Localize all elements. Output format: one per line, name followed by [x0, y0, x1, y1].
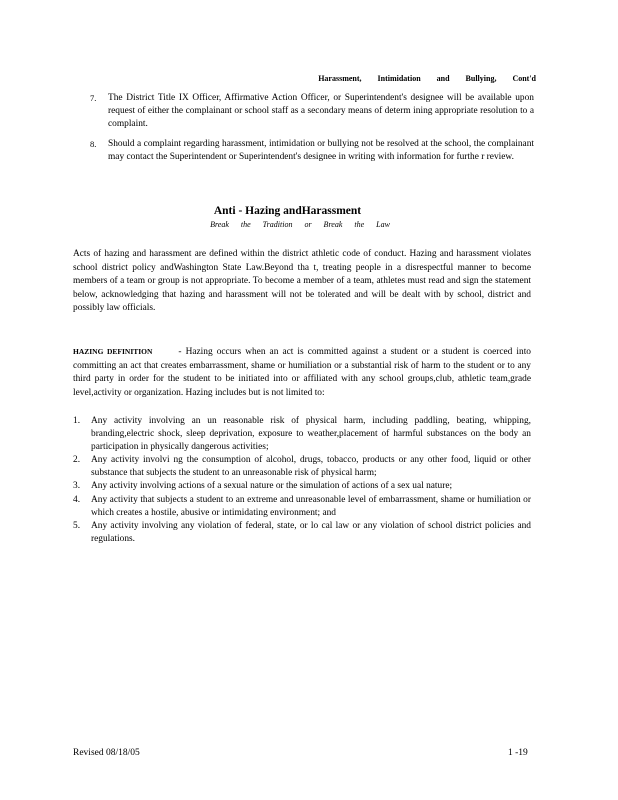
hazing-definition-paragraph	[73, 345, 531, 400]
revision-date: Revised 08/18/05	[73, 748, 140, 758]
list-item	[73, 494, 531, 520]
list-item-text: The District Title IX Officer, Affirmative Action Officer, or Superintendent's designee will be available upon request of either the complainant or school staff as a secondary means of determ ining appropriate resolution to a complaint.	[108, 93, 534, 129]
complaint-procedure-list	[90, 92, 534, 172]
list-item-number: 2.	[73, 455, 81, 466]
hazing-definition-text: - Hazing occurs when an act is committed against a student or a student is coerced into committing an act that creates embarrassment, shame or humiliation or a substantial risk of harm to the student or to any third party in order for the student to be initiated into or affiliated with any school groups,club, athletic team,grade level,activity or organization. Hazing includes but is not limited to:	[73, 347, 531, 398]
list-item	[73, 415, 531, 454]
section-subtitle: Break the Tradition or Break the Law	[210, 220, 390, 229]
list-item-number: 5.	[73, 520, 81, 531]
page-number: 1 -19	[508, 748, 528, 758]
running-header: Harassment, Intimidation and Bullying, Cont'd	[318, 74, 536, 83]
intro-paragraph: Acts of hazing and harassment are defined within the district athletic code of conduct. Hazing and harassment violates school district policy andWashington State Law.Beyond tha t, treating people in a disrespectful manner to become members of a team or group is not appropriate. To become a member of a team, athletes must read and sign the statement below, acknowledging that hazing and harassment will not be tolerated and will be dealt with by school, district and possibly law officials.	[73, 249, 531, 314]
list-item	[73, 480, 531, 493]
list-item-text: Any activity that subjects a student to an extreme and unreasonable level of embarrassment, shame or humiliation or which creates a hostile, abusive or intimidating environment; and	[91, 494, 531, 518]
list-item	[90, 92, 534, 130]
hazing-examples-list	[73, 415, 531, 546]
list-item-number: 7.	[90, 93, 97, 103]
list-item	[90, 138, 534, 164]
list-item-text: Should a complaint regarding harassment, intimidation or bullying not be resolved at the school, the complainant may contact the Superintendent or Superintendent's designee in writing with information for furthe r review.	[108, 139, 534, 163]
list-item-number: 8.	[90, 139, 97, 150]
list-item	[73, 454, 531, 480]
list-item-text: Any activity involvi ng the consumption of alcohol, drugs, tobacco, products or any other food, liquid or other substance that subjects the student to an unreasonable risk of physical harm;	[91, 455, 531, 479]
list-item	[73, 520, 531, 546]
hazing-definition-label: HAZING DEFINITION	[73, 347, 153, 356]
list-item-number: 3.	[73, 481, 81, 492]
list-item-text: Any activity involving an un reasonable risk of physical harm, including paddling, beating, whipping, branding,electric shock, sleep deprivation, exposure to weather,placement of harmful substances on the body an participation in physically dangerous activities;	[91, 416, 531, 453]
section-title: Anti - Hazing andHarassment	[213, 205, 362, 217]
list-item-text: Any activity involving any violation of federal, state, or lo cal law or any violation of school district policies and regulations.	[91, 520, 531, 544]
list-item-number: 1.	[73, 416, 81, 426]
list-item-text: Any activity involving actions of a sexual nature or the simulation of actions of a sex ual nature;	[91, 481, 453, 492]
list-item-number: 4.	[73, 494, 81, 505]
